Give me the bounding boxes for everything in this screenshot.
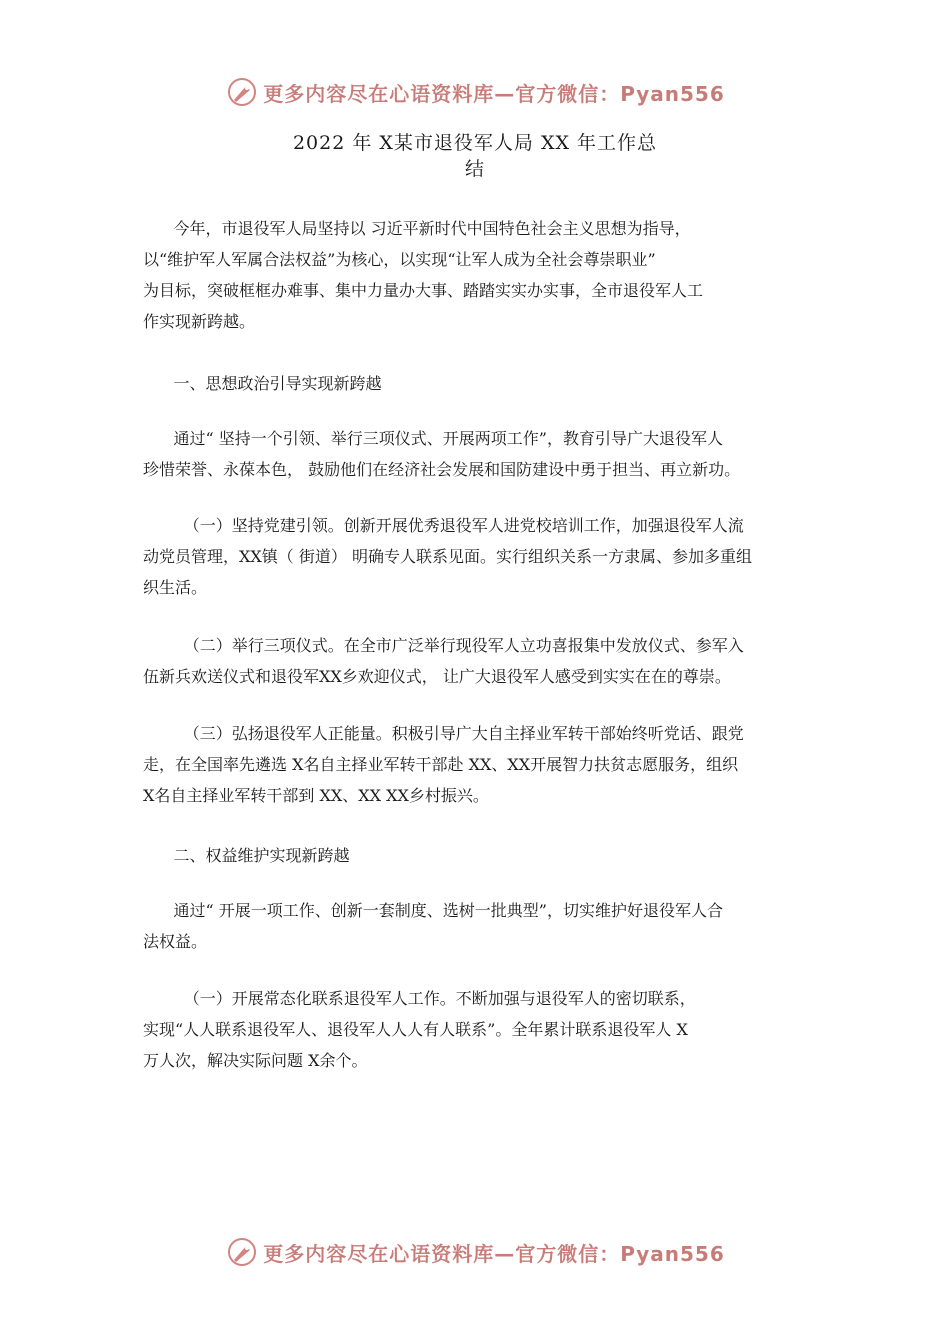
document-title [0,130,950,182]
title-line: 2022 年 X某市退役军人局 XX 年工作总 [292,132,658,154]
intro-paragraph [143,213,823,337]
subsection-1-3 [143,718,823,811]
text-line: 走，在全国率先遴选 X名自主择业军转干部赴 XX、XX开展智力扶贫志愿服务，组织 [143,755,739,774]
text-line: 一、思想政治引导实现新跨越 [143,374,382,393]
text-line: 实现“人人联系退役军人、退役军人人人有人联系”。全年累计联系退役军人 X [143,1020,688,1039]
title-line: 结 [464,158,485,180]
text-line: X名自主择业军转干部到 XX、XX XX乡村振兴。 [143,786,489,805]
text-line: （二）举行三项仪式。在全市广泛举行现役军人立功喜报集中发放仪式、参军入 [143,636,744,655]
section-heading-1 [143,368,823,399]
text-line: 以“维护军人军属合法权益”为核心，以实现“让军人成为全社会尊崇职业” [143,250,656,269]
text-line: （三）弘扬退役军人正能量。积极引导广大自主择业军转干部始终听党话、跟党 [143,724,744,743]
watermark-text: 更多内容尽在心语资料库—官方微信：Pyan556 [263,81,725,106]
watermark-banner-top [0,72,950,112]
subsection-2-1 [143,983,823,1076]
subsection-1-2 [143,630,823,692]
watermark-banner-bottom [0,1232,950,1272]
text-line: 织生活。 [143,578,208,597]
text-line: 通过“ 开展一项工作、创新一套制度、选树一批典型”，切实维护好退役军人合 [143,901,723,920]
text-line: 法权益。 [143,932,208,951]
text-line: 作实现新跨越。 [143,312,256,331]
text-line: 为目标，突破框框办难事、集中力量办大事、踏踏实实办实事，全市退役军人工 [143,281,704,300]
text-line: 通过“ 坚持一个引领、举行三项仪式、开展两项工作”，教育引导广大退役军人 [143,429,723,448]
text-line: 万人次，解决实际问题 X余个。 [143,1051,368,1070]
subsection-1-1 [143,510,823,603]
text-line: 动党员管理，XX镇（ 街道） 明确专人联系见面。实行组织关系一方隶属、参加多重组 [143,547,752,566]
section-2-intro [143,895,823,957]
watermark-text: 更多内容尽在心语资料库—官方微信：Pyan556 [263,1241,725,1266]
section-heading-2 [143,840,823,871]
text-line: （一）坚持党建引领。创新开展优秀退役军人进党校培训工作，加强退役军人流 [143,516,744,535]
pen-nib-logo-icon [225,75,259,109]
text-line: 今年，市退役军人局坚持以 习近平新时代中国特色社会主义思想为指导， [143,219,691,238]
text-line: 伍新兵欢送仪式和退役军XX乡欢迎仪式， 让广大退役军人感受到实实在在的尊崇。 [143,667,731,686]
pen-nib-logo-icon [225,1235,259,1269]
text-line: （一）开展常态化联系退役军人工作。不断加强与退役军人的密切联系， [143,989,696,1008]
text-line: 二、权益维护实现新跨越 [143,846,350,865]
section-1-intro [143,423,823,485]
text-line: 珍惜荣誉、永葆本色， 鼓励他们在经济社会发展和国防建设中勇于担当、再立新功。 [143,460,741,479]
